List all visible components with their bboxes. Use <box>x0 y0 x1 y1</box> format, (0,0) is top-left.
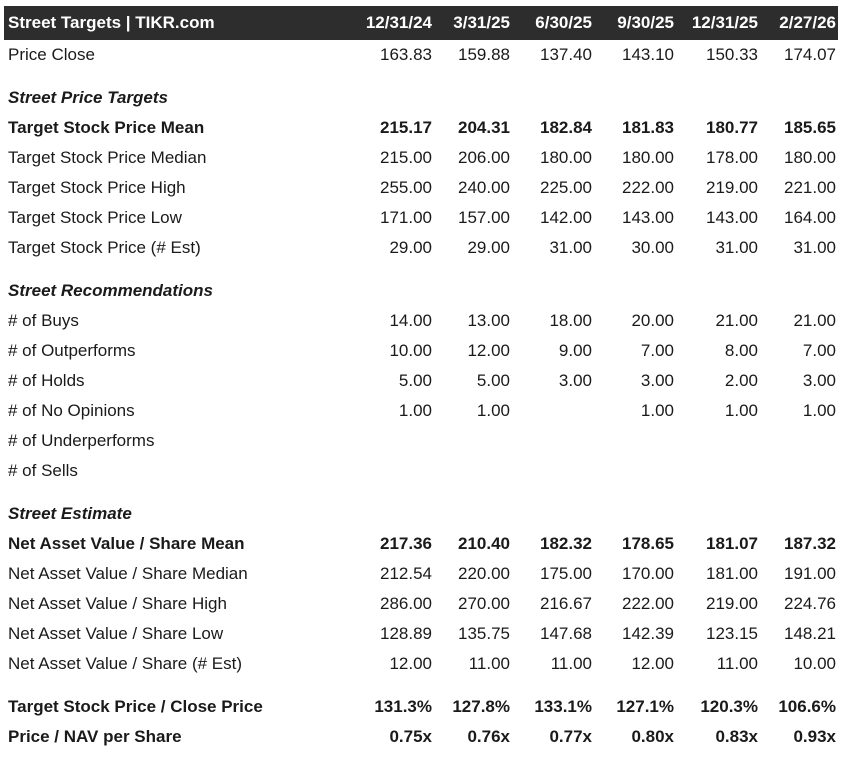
row-label: Target Stock Price (# Est) <box>8 238 201 257</box>
cell-value: 178.00 <box>706 148 758 167</box>
cell-value: 182.84 <box>540 118 592 137</box>
cell-value <box>350 456 434 486</box>
street-targets-table <box>4 6 838 752</box>
cell-value <box>512 426 594 456</box>
cell-value: 286.00 <box>380 594 432 613</box>
cell-value: 222.00 <box>622 594 674 613</box>
table-row <box>4 396 838 426</box>
table-header <box>4 6 838 40</box>
cell-value: 220.00 <box>458 564 510 583</box>
row-label: # of No Opinions <box>8 401 135 420</box>
cell-value: 148.21 <box>784 624 836 643</box>
cell-value: 0.83x <box>715 727 758 746</box>
table-row <box>4 113 838 143</box>
column-header: 2/27/26 <box>779 13 836 32</box>
cell-value: 222.00 <box>622 178 674 197</box>
cell-value <box>350 426 434 456</box>
cell-value: 128.89 <box>380 624 432 643</box>
cell-value: 187.32 <box>784 534 836 553</box>
cell-value: 3.00 <box>802 371 836 390</box>
cell-value: 143.00 <box>622 208 674 227</box>
row-label: Net Asset Value / Share Median <box>8 564 248 583</box>
header-row <box>4 6 838 40</box>
cell-value: 174.07 <box>784 45 836 64</box>
estimates-header-row <box>4 486 838 529</box>
cell-value: 219.00 <box>706 178 758 197</box>
cell-value: 31.00 <box>715 238 758 257</box>
cell-value: 180.00 <box>622 148 674 167</box>
table-body <box>4 40 838 752</box>
cell-value <box>676 426 760 456</box>
cell-value: 142.39 <box>622 624 674 643</box>
cell-value: 10.00 <box>793 654 836 673</box>
table-row <box>4 306 838 336</box>
section-title: Street Estimate <box>8 504 132 523</box>
cell-value <box>512 456 594 486</box>
cell-value: 1.00 <box>724 401 758 420</box>
cell-value: 185.65 <box>784 118 836 137</box>
cell-value: 175.00 <box>540 564 592 583</box>
cell-value: 219.00 <box>706 594 758 613</box>
cell-value: 1.00 <box>398 401 432 420</box>
row-label: Target Stock Price Low <box>8 208 182 227</box>
cell-value: 1.00 <box>802 401 836 420</box>
cell-value: 11.00 <box>716 654 758 673</box>
row-label: Target Stock Price High <box>8 178 186 197</box>
cell-value <box>676 456 760 486</box>
table-row <box>4 619 838 649</box>
cell-value: 3.00 <box>640 371 674 390</box>
table-row <box>4 366 838 396</box>
cell-value: 5.00 <box>398 371 432 390</box>
cell-value: 164.00 <box>784 208 836 227</box>
row-label: Net Asset Value / Share High <box>8 594 227 613</box>
cell-value: 127.8% <box>452 697 510 716</box>
cell-value: 143.10 <box>622 45 674 64</box>
cell-value: 204.31 <box>458 118 510 137</box>
cell-value: 159.88 <box>458 45 510 64</box>
table-row <box>4 143 838 173</box>
cell-value: 21.00 <box>793 311 836 330</box>
section-title: Street Price Targets <box>8 88 168 107</box>
cell-value: 180.00 <box>540 148 592 167</box>
row-label: Price Close <box>8 45 95 64</box>
cell-value: 225.00 <box>540 178 592 197</box>
cell-value: 181.07 <box>706 534 758 553</box>
cell-value: 106.6% <box>778 697 836 716</box>
table-row <box>4 456 838 486</box>
cell-value: 215.17 <box>380 118 432 137</box>
cell-value: 12.00 <box>389 654 432 673</box>
table-row <box>4 203 838 233</box>
table-row <box>4 692 838 722</box>
cell-value: 133.1% <box>534 697 592 716</box>
row-label: Net Asset Value / Share Low <box>8 624 224 643</box>
cell-value: 21.00 <box>715 311 758 330</box>
cell-value: 1.00 <box>640 401 674 420</box>
cell-value: 10.00 <box>389 341 432 360</box>
cell-value: 30.00 <box>631 238 674 257</box>
cell-value: 20.00 <box>631 311 674 330</box>
column-header: 3/31/25 <box>453 13 510 32</box>
cell-value: 11.00 <box>468 654 510 673</box>
cell-value: 14.00 <box>389 311 432 330</box>
table-row <box>4 529 838 559</box>
cell-value: 180.77 <box>706 118 758 137</box>
cell-value <box>434 426 512 456</box>
cell-value: 157.00 <box>458 208 510 227</box>
recommendations-header-row <box>4 263 838 306</box>
cell-value: 9.00 <box>558 341 592 360</box>
cell-value: 178.65 <box>622 534 674 553</box>
row-label: # of Sells <box>8 461 78 480</box>
cell-value: 221.00 <box>784 178 836 197</box>
cell-value: 135.75 <box>458 624 510 643</box>
cell-value: 171.00 <box>380 208 432 227</box>
cell-value: 0.75x <box>389 727 432 746</box>
cell-value: 163.83 <box>380 45 432 64</box>
table-row <box>4 722 838 752</box>
cell-value: 142.00 <box>540 208 592 227</box>
row-label: Price / NAV per Share <box>8 727 182 746</box>
cell-value: 13.00 <box>467 311 510 330</box>
cell-value <box>594 456 676 486</box>
cell-value <box>434 456 512 486</box>
cell-value: 182.32 <box>540 534 592 553</box>
section-title: Street Recommendations <box>8 281 213 300</box>
table-row <box>4 173 838 203</box>
street-targets-panel <box>0 6 848 762</box>
cell-value: 12.00 <box>631 654 674 673</box>
cell-value: 240.00 <box>458 178 510 197</box>
cell-value: 255.00 <box>380 178 432 197</box>
cell-value: 2.00 <box>724 371 758 390</box>
cell-value: 1.00 <box>476 401 510 420</box>
row-label: # of Underperforms <box>8 431 155 450</box>
row-label: Target Stock Price Median <box>8 148 207 167</box>
price-close-row <box>4 40 838 70</box>
column-header: 6/30/25 <box>535 13 592 32</box>
cell-value: 212.54 <box>380 564 432 583</box>
table-row <box>4 426 838 456</box>
cell-value: 170.00 <box>622 564 674 583</box>
row-label: # of Buys <box>8 311 79 330</box>
cell-value: 150.33 <box>706 45 758 64</box>
cell-value: 131.3% <box>374 697 432 716</box>
cell-value <box>594 426 676 456</box>
cell-value: 11.00 <box>550 654 592 673</box>
cell-value: 224.76 <box>784 594 836 613</box>
cell-value: 270.00 <box>458 594 510 613</box>
column-header: 12/31/25 <box>691 13 758 32</box>
row-label: Target Stock Price Mean <box>8 118 205 137</box>
cell-value: 147.68 <box>540 624 592 643</box>
cell-value: 29.00 <box>389 238 432 257</box>
row-label: # of Holds <box>8 371 85 390</box>
cell-value: 31.00 <box>793 238 836 257</box>
table-row <box>4 589 838 619</box>
row-label: Net Asset Value / Share (# Est) <box>8 654 243 673</box>
cell-value: 181.00 <box>706 564 758 583</box>
cell-value <box>760 456 838 486</box>
cell-value: 191.00 <box>784 564 836 583</box>
cell-value: 31.00 <box>549 238 592 257</box>
cell-value <box>760 426 838 456</box>
spacer-row <box>4 679 838 692</box>
column-header: 9/30/25 <box>617 13 674 32</box>
cell-value: 0.80x <box>631 727 674 746</box>
cell-value: 210.40 <box>458 534 510 553</box>
cell-value: 29.00 <box>467 238 510 257</box>
cell-value: 120.3% <box>700 697 758 716</box>
cell-value: 0.77x <box>549 727 592 746</box>
row-label: # of Outperforms <box>8 341 136 360</box>
cell-value: 5.00 <box>476 371 510 390</box>
cell-value: 181.83 <box>622 118 674 137</box>
cell-value: 180.00 <box>784 148 836 167</box>
cell-value: 216.67 <box>540 594 592 613</box>
cell-value: 217.36 <box>380 534 432 553</box>
cell-value: 0.93x <box>793 727 836 746</box>
row-label: Target Stock Price / Close Price <box>8 697 263 716</box>
cell-value <box>512 396 594 426</box>
cell-value: 8.00 <box>724 341 758 360</box>
cell-value: 12.00 <box>467 341 510 360</box>
cell-value: 206.00 <box>458 148 510 167</box>
row-label: Net Asset Value / Share Mean <box>8 534 245 553</box>
cell-value: 0.76x <box>467 727 510 746</box>
table-row <box>4 336 838 366</box>
price-targets-header-row <box>4 70 838 113</box>
cell-value: 143.00 <box>706 208 758 227</box>
cell-value: 3.00 <box>558 371 592 390</box>
table-row <box>4 649 838 679</box>
cell-value: 137.40 <box>540 45 592 64</box>
cell-value: 127.1% <box>616 697 674 716</box>
spacer-cell <box>4 679 838 692</box>
column-header: 12/31/24 <box>365 13 432 32</box>
cell-value: 215.00 <box>380 148 432 167</box>
cell-value: 18.00 <box>549 311 592 330</box>
table-row <box>4 233 838 263</box>
cell-value: 7.00 <box>802 341 836 360</box>
cell-value: 7.00 <box>640 341 674 360</box>
table-row <box>4 559 838 589</box>
table-title: Street Targets | TIKR.com <box>8 13 215 32</box>
cell-value: 123.15 <box>706 624 758 643</box>
